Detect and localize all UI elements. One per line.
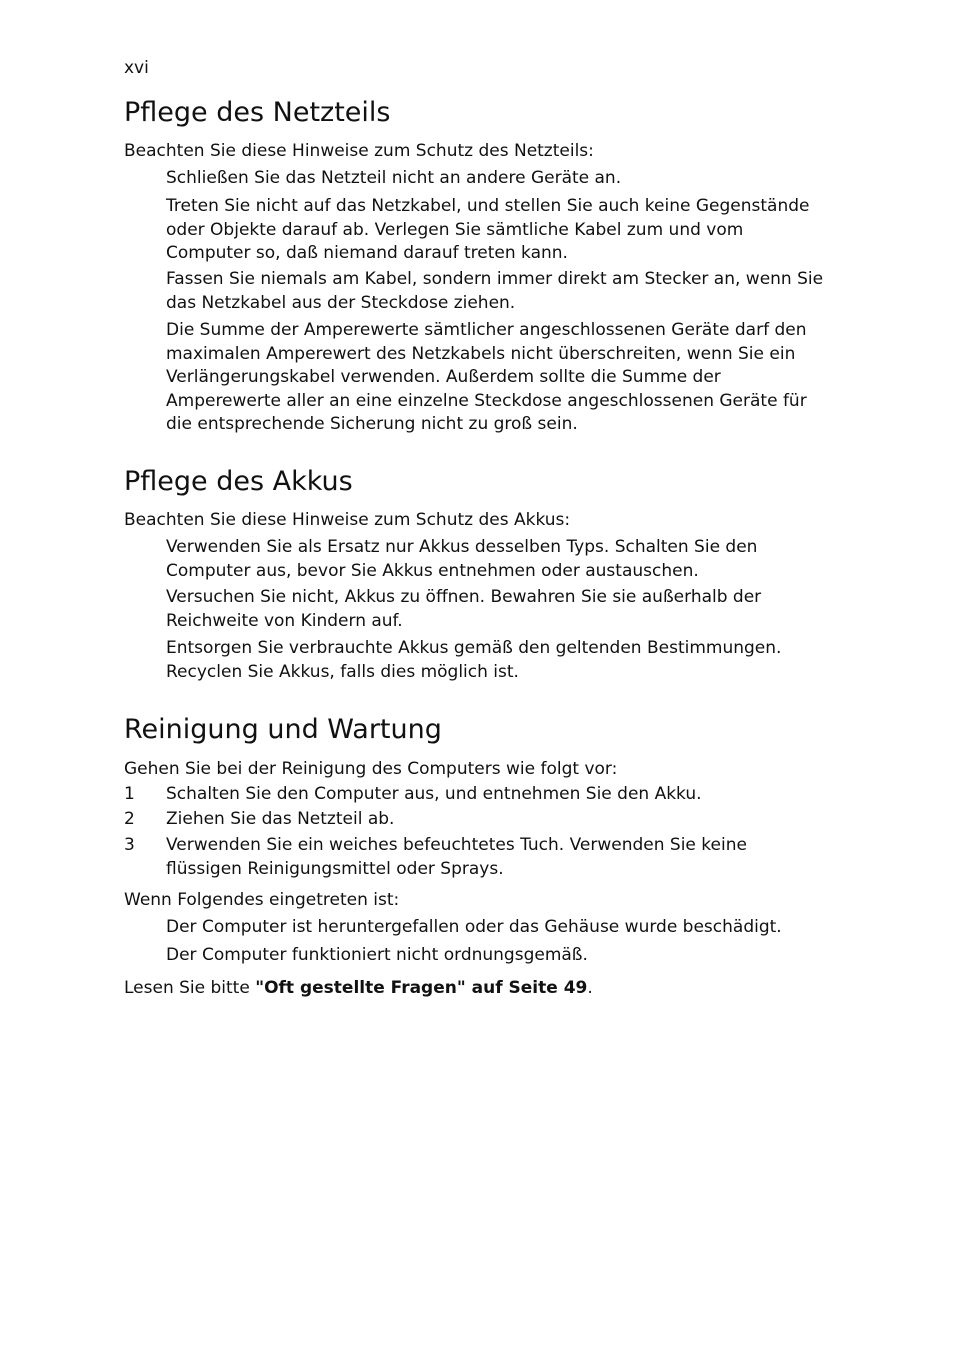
heading-akku: Pflege des Akkus xyxy=(124,466,353,497)
step-number: 2 xyxy=(124,809,135,829)
page-number: xvi xyxy=(124,58,149,78)
step-number: 1 xyxy=(124,784,135,804)
intro-reinigung: Gehen Sie bei der Reinigung des Computers wie folgt vor: xyxy=(124,759,618,779)
list-item: Entsorgen Sie verbrauchte Akkus gemäß den geltenden Bestimmungen. Recyclen Sie Akkus, falls dies möglich ist. xyxy=(166,638,782,682)
step-text: Schalten Sie den Computer aus, und entnehmen Sie den Akku. xyxy=(166,784,702,804)
closing-prefix: Lesen Sie bitte xyxy=(124,978,256,998)
intro-akku: Beachten Sie diese Hinweise zum Schutz des Akkus: xyxy=(124,510,571,530)
list-item: Der Computer ist heruntergefallen oder das Gehäuse wurde beschädigt. xyxy=(166,917,782,937)
list-item: Verwenden Sie als Ersatz nur Akkus desselben Typs. Schalten Sie den Computer aus, bevor Sie Akkus entnehmen oder austauschen. xyxy=(166,537,758,581)
list-item: Der Computer funktioniert nicht ordnungsgemäß. xyxy=(166,945,588,965)
step-text: Verwenden Sie ein weiches befeuchtetes Tuch. Verwenden Sie keine flüssigen Reinigungsmittel oder Sprays. xyxy=(166,835,747,879)
closing-paragraph xyxy=(124,977,593,1001)
heading-reinigung: Reinigung und Wartung xyxy=(124,714,442,745)
list-item: Die Summe der Amperewerte sämtlicher angeschlossenen Geräte darf den maximalen Amperewert des Netzkabels nicht überschreiten, wenn Sie ein Verlängerungskabel verwenden. Außerdem sollte die Summe der Amperewerte aller an eine einzelne Steckdose angeschlossenen Geräte für die entsprechende Sicherung nicht zu groß sein. xyxy=(166,320,807,434)
list-item: Schließen Sie das Netzteil nicht an andere Geräte an. xyxy=(166,168,622,188)
heading-netzteil: Pflege des Netzteils xyxy=(124,97,391,128)
intro-netzteil: Beachten Sie diese Hinweise zum Schutz des Netzteils: xyxy=(124,141,594,161)
list-item: Fassen Sie niemals am Kabel, sondern immer direkt am Stecker an, wenn Sie das Netzkabel aus der Steckdose ziehen. xyxy=(166,269,824,313)
faq-link[interactable]: "Oft gestellte Fragen" auf Seite 49 xyxy=(255,978,588,998)
step-text: Ziehen Sie das Netzteil ab. xyxy=(166,809,395,829)
closing-suffix: . xyxy=(587,978,593,998)
list-item: Versuchen Sie nicht, Akkus zu öffnen. Bewahren Sie sie außerhalb der Reichweite von Kindern auf. xyxy=(166,587,762,631)
condition-intro: Wenn Folgendes eingetreten ist: xyxy=(124,890,400,910)
list-item: Treten Sie nicht auf das Netzkabel, und stellen Sie auch keine Gegenstände oder Objekte darauf ab. Verlegen Sie sämtliche Kabel zum und vom Computer so, daß niemand darauf treten kann. xyxy=(166,196,810,263)
step-number: 3 xyxy=(124,835,135,855)
